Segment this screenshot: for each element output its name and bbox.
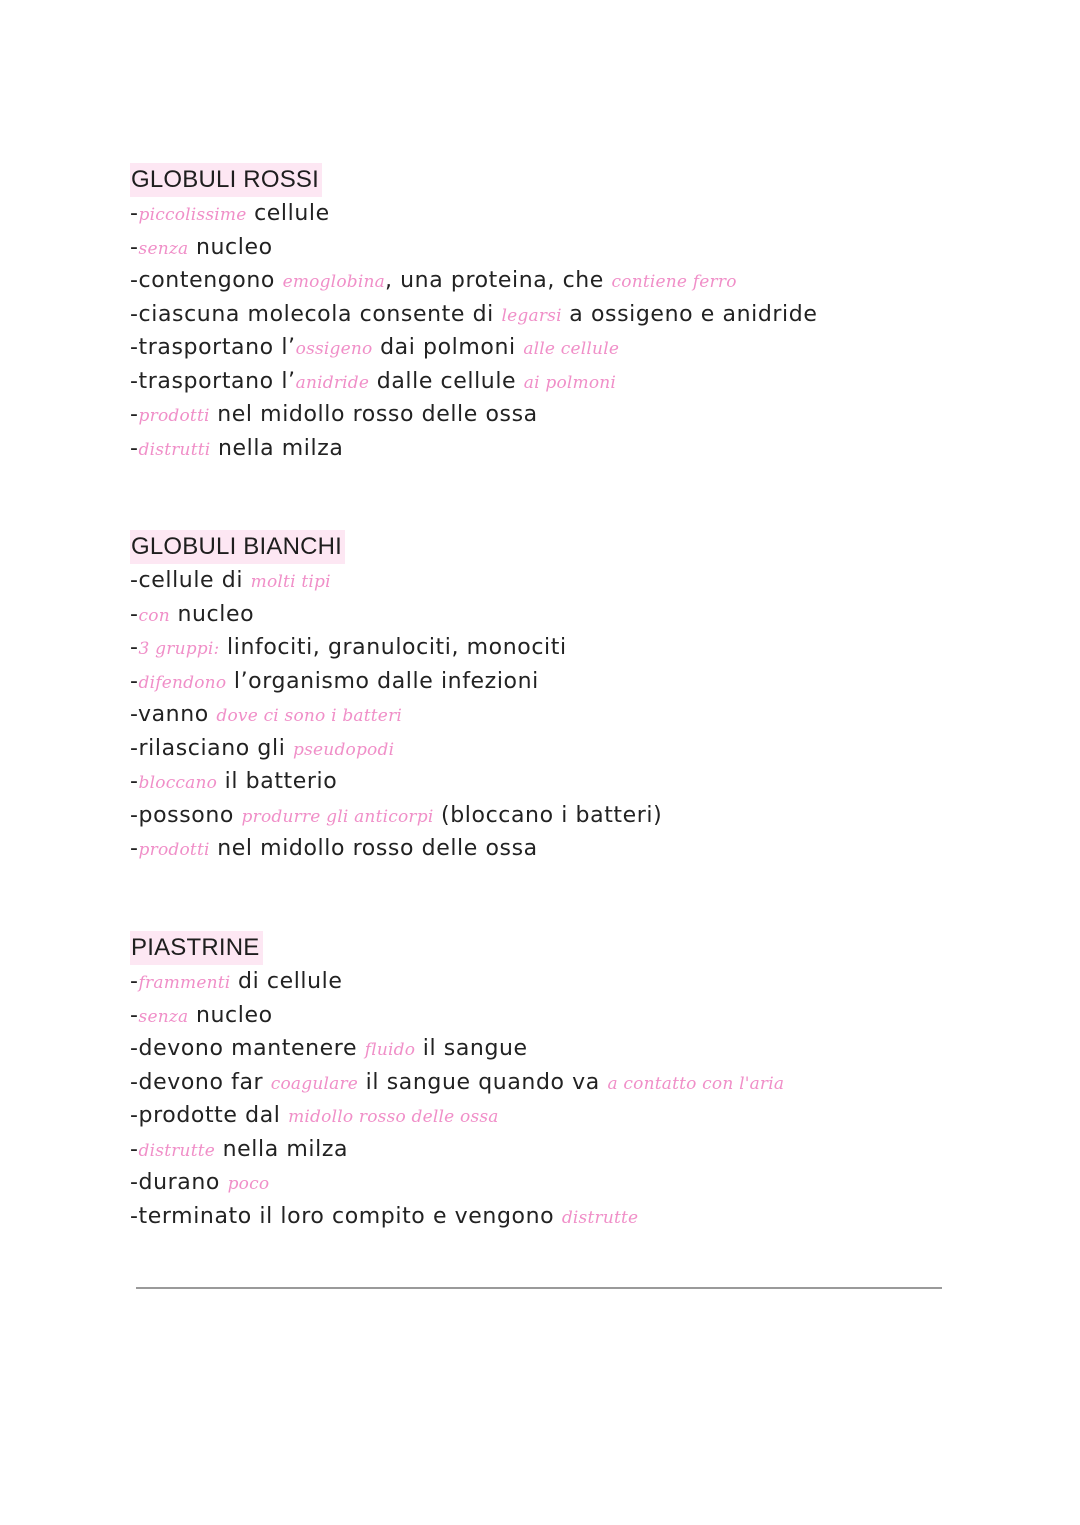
highlighted-keyword: molti tipi <box>250 572 331 592</box>
note-text: - <box>130 435 139 461</box>
highlighted-keyword: piccolissime <box>138 205 247 225</box>
note-text: - <box>130 1002 139 1028</box>
note-line <box>130 965 784 999</box>
note-text: -devono far <box>130 1069 271 1095</box>
note-text: (bloccano i batteri) <box>433 802 663 828</box>
highlighted-keyword: senza <box>138 238 189 259</box>
note-text: nella milza <box>215 1136 349 1162</box>
note-text: linfociti, granulociti, monociti <box>219 635 567 660</box>
highlighted-keyword: senza <box>138 1006 189 1027</box>
highlighted-keyword: produrre gli anticorpi <box>241 806 434 827</box>
note-line <box>130 1066 784 1100</box>
highlighted-keyword: 3 gruppi: <box>138 639 220 659</box>
note-text: dai polmoni <box>372 335 524 360</box>
note-line <box>130 1133 784 1167</box>
note-line <box>130 1099 784 1133</box>
highlighted-keyword: legarsi <box>501 305 562 326</box>
highlighted-keyword: dove ci sono i batteri <box>216 706 403 726</box>
note-text: -possono <box>130 802 242 828</box>
highlighted-keyword: alle cellule <box>523 339 620 359</box>
note-line <box>130 999 784 1033</box>
horizontal-divider <box>136 1287 942 1289</box>
highlighted-keyword: frammenti <box>138 973 231 993</box>
note-text: - <box>130 201 139 226</box>
section-title: PIASTRINE <box>130 931 263 965</box>
note-line <box>130 331 817 365</box>
highlighted-keyword: anidride <box>295 372 370 393</box>
note-text: -ciascuna molecola consente di <box>130 301 502 327</box>
section-globuli-rossi <box>130 163 817 465</box>
section-title: GLOBULI ROSSI <box>130 163 322 197</box>
note-text: di cellule <box>230 969 343 994</box>
note-text: - <box>130 668 139 694</box>
highlighted-keyword: ai polmoni <box>523 372 617 393</box>
note-text: il sangue <box>415 1036 528 1061</box>
note-text: , una proteina, che <box>384 268 612 293</box>
note-text: cellule <box>246 201 330 226</box>
section-globuli-bianchi <box>130 530 662 866</box>
highlighted-keyword: prodotti <box>138 406 210 426</box>
note-text: -trasportano l’ <box>130 335 296 360</box>
note-text: - <box>130 1136 139 1162</box>
note-text: -vanno <box>130 702 217 727</box>
highlighted-keyword: difendono <box>138 672 227 693</box>
note-text: nucleo <box>188 1002 273 1028</box>
note-line <box>130 698 662 732</box>
section-lines <box>130 197 817 465</box>
highlighted-keyword: distrutti <box>138 439 211 460</box>
note-text: nel midollo rosso delle ossa <box>209 836 538 861</box>
highlighted-keyword: pseudopodi <box>293 739 395 760</box>
note-line <box>130 799 662 833</box>
note-line <box>130 631 662 665</box>
note-text: a ossigeno e anidride <box>561 301 818 327</box>
note-line <box>130 1200 784 1234</box>
note-text: -contengono <box>130 268 283 293</box>
note-text: -terminato il loro compito e vengono <box>130 1203 562 1229</box>
highlighted-keyword: contiene ferro <box>611 272 737 292</box>
note-line <box>130 398 817 432</box>
note-text: -cellule di <box>130 568 251 593</box>
note-line <box>130 765 662 799</box>
note-text: - <box>130 234 139 260</box>
note-text: - <box>130 402 139 427</box>
highlighted-keyword: prodotti <box>138 840 210 860</box>
highlighted-keyword: distrutte <box>561 1207 639 1228</box>
note-line <box>130 665 662 699</box>
note-line <box>130 1032 784 1066</box>
note-text: nucleo <box>188 234 273 260</box>
section-piastrine <box>130 931 784 1233</box>
note-line <box>130 564 662 598</box>
note-text: -prodotte dal <box>130 1103 289 1128</box>
highlighted-keyword: fluido <box>364 1040 416 1060</box>
highlighted-keyword: distrutte <box>138 1140 216 1161</box>
note-text: -durano <box>130 1170 228 1195</box>
note-text: -rilasciano gli <box>130 735 294 761</box>
note-text: nel midollo rosso delle ossa <box>209 402 538 427</box>
highlighted-keyword: a contatto con l'aria <box>607 1073 785 1094</box>
note-text: -trasportano l’ <box>130 368 296 394</box>
note-line <box>130 231 817 265</box>
note-line <box>130 432 817 466</box>
note-line <box>130 598 662 632</box>
note-line <box>130 298 817 332</box>
note-line <box>130 264 817 298</box>
note-text: nucleo <box>169 601 255 627</box>
note-text: - <box>130 769 139 794</box>
highlighted-keyword: ossigeno <box>295 339 373 359</box>
note-text: l’organismo dalle infezioni <box>226 668 539 694</box>
note-text: - <box>130 601 139 627</box>
section-lines <box>130 564 662 866</box>
note-line <box>130 365 817 399</box>
note-line <box>130 1166 784 1200</box>
note-text: -devono mantenere <box>130 1036 365 1061</box>
note-text: nella milza <box>210 435 344 461</box>
note-text: - <box>130 836 139 861</box>
highlighted-keyword: bloccano <box>138 773 218 793</box>
section-lines <box>130 965 784 1233</box>
note-line <box>130 197 817 231</box>
note-text: dalle cellule <box>369 368 524 394</box>
note-line <box>130 732 662 766</box>
highlighted-keyword: poco <box>227 1174 270 1194</box>
note-text: - <box>130 969 139 994</box>
note-text: - <box>130 635 139 660</box>
highlighted-keyword: emoglobina <box>282 272 385 292</box>
note-text: il sangue quando va <box>358 1069 608 1095</box>
section-title: GLOBULI BIANCHI <box>130 530 345 564</box>
note-text: il batterio <box>217 769 338 794</box>
note-line <box>130 832 662 866</box>
highlighted-keyword: con <box>138 605 170 626</box>
highlighted-keyword: coagulare <box>270 1073 359 1094</box>
highlighted-keyword: midollo rosso delle ossa <box>288 1107 499 1127</box>
